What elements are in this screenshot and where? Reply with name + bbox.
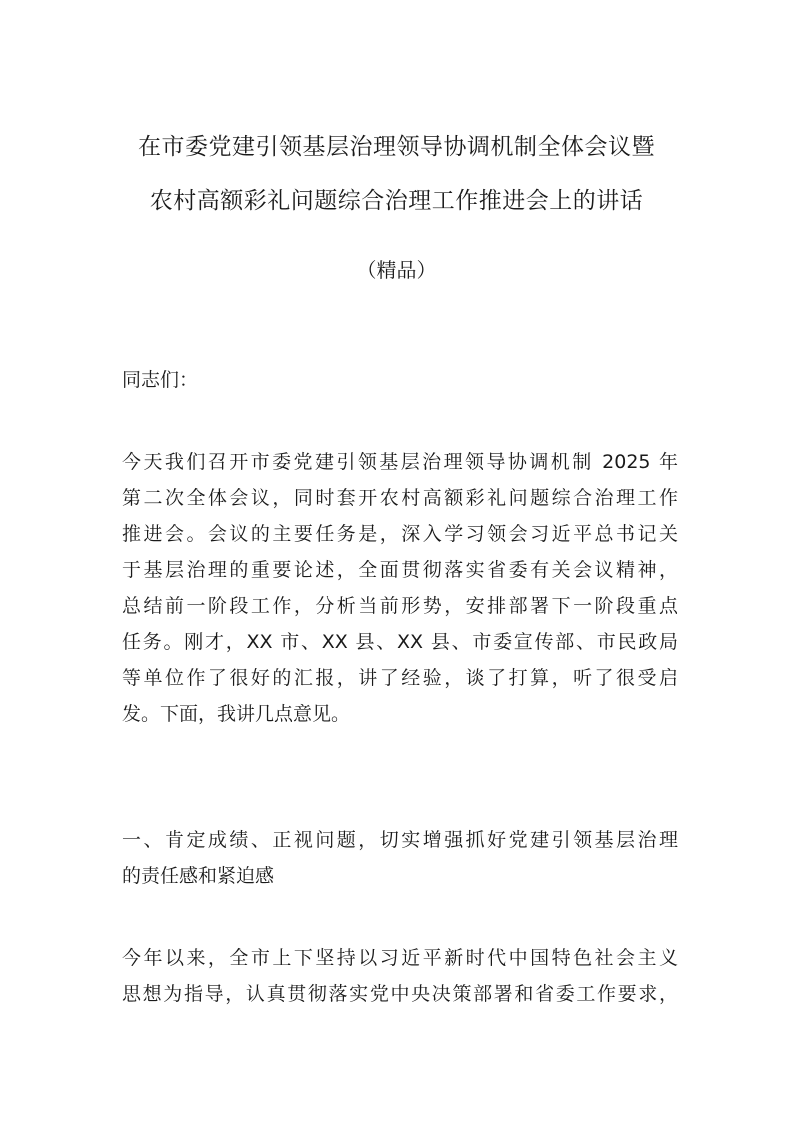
salutation [122,362,678,398]
paragraph-line: 任务。刚才，XX 市、XX 县、XX 县、市委宣传部、市民政局 [122,631,678,653]
section-heading-1 [122,822,678,894]
paragraph-line: 于基层治理的重要论述，全面贯彻落实省委有关会议精神， [122,559,678,581]
heading-line: 一、肯定成绩、正视问题，切实增强抓好党建引领基层治理 [122,829,678,851]
paragraph-line: 总结前一阶段工作，分析当前形势，安排部署下一阶段重点 [122,595,678,617]
paragraph-line: 今年以来，全市上下坚持以习近平新时代中国特色社会主义 [122,947,678,969]
salutation-text: 同志们： [122,369,199,391]
paragraph-line: 今天我们召开市委党建引领基层治理领导协调机制 2025 年 [122,451,678,473]
paragraph-line: 等单位作了很好的汇报，讲了经验，谈了打算，听了很受启 [122,667,678,689]
paragraph-line: 推进会。会议的主要任务是，深入学习领会习近平总书记关 [122,523,678,545]
paragraph-line: 思想为指导，认真贯彻落实党中央决策部署和省委工作要求， [122,983,678,1005]
document-title-line-2: 农村高额彩礼问题综合治理工作推进会上的讲话 [149,188,644,214]
paragraph-line: 发。下面，我讲几点意见。 [122,703,351,725]
document-title-line-1: 在市委党建引领基层治理领导协调机制全体会议暨 [138,134,655,160]
document-subtitle: （精品） [356,258,437,282]
heading-line: 的责任感和紧迫感 [122,865,275,887]
paragraph-2 [122,940,678,1012]
paragraph-line: 第二次全体会议，同时套开农村高额彩礼问题综合治理工作 [122,487,678,509]
paragraph-1 [122,444,678,732]
